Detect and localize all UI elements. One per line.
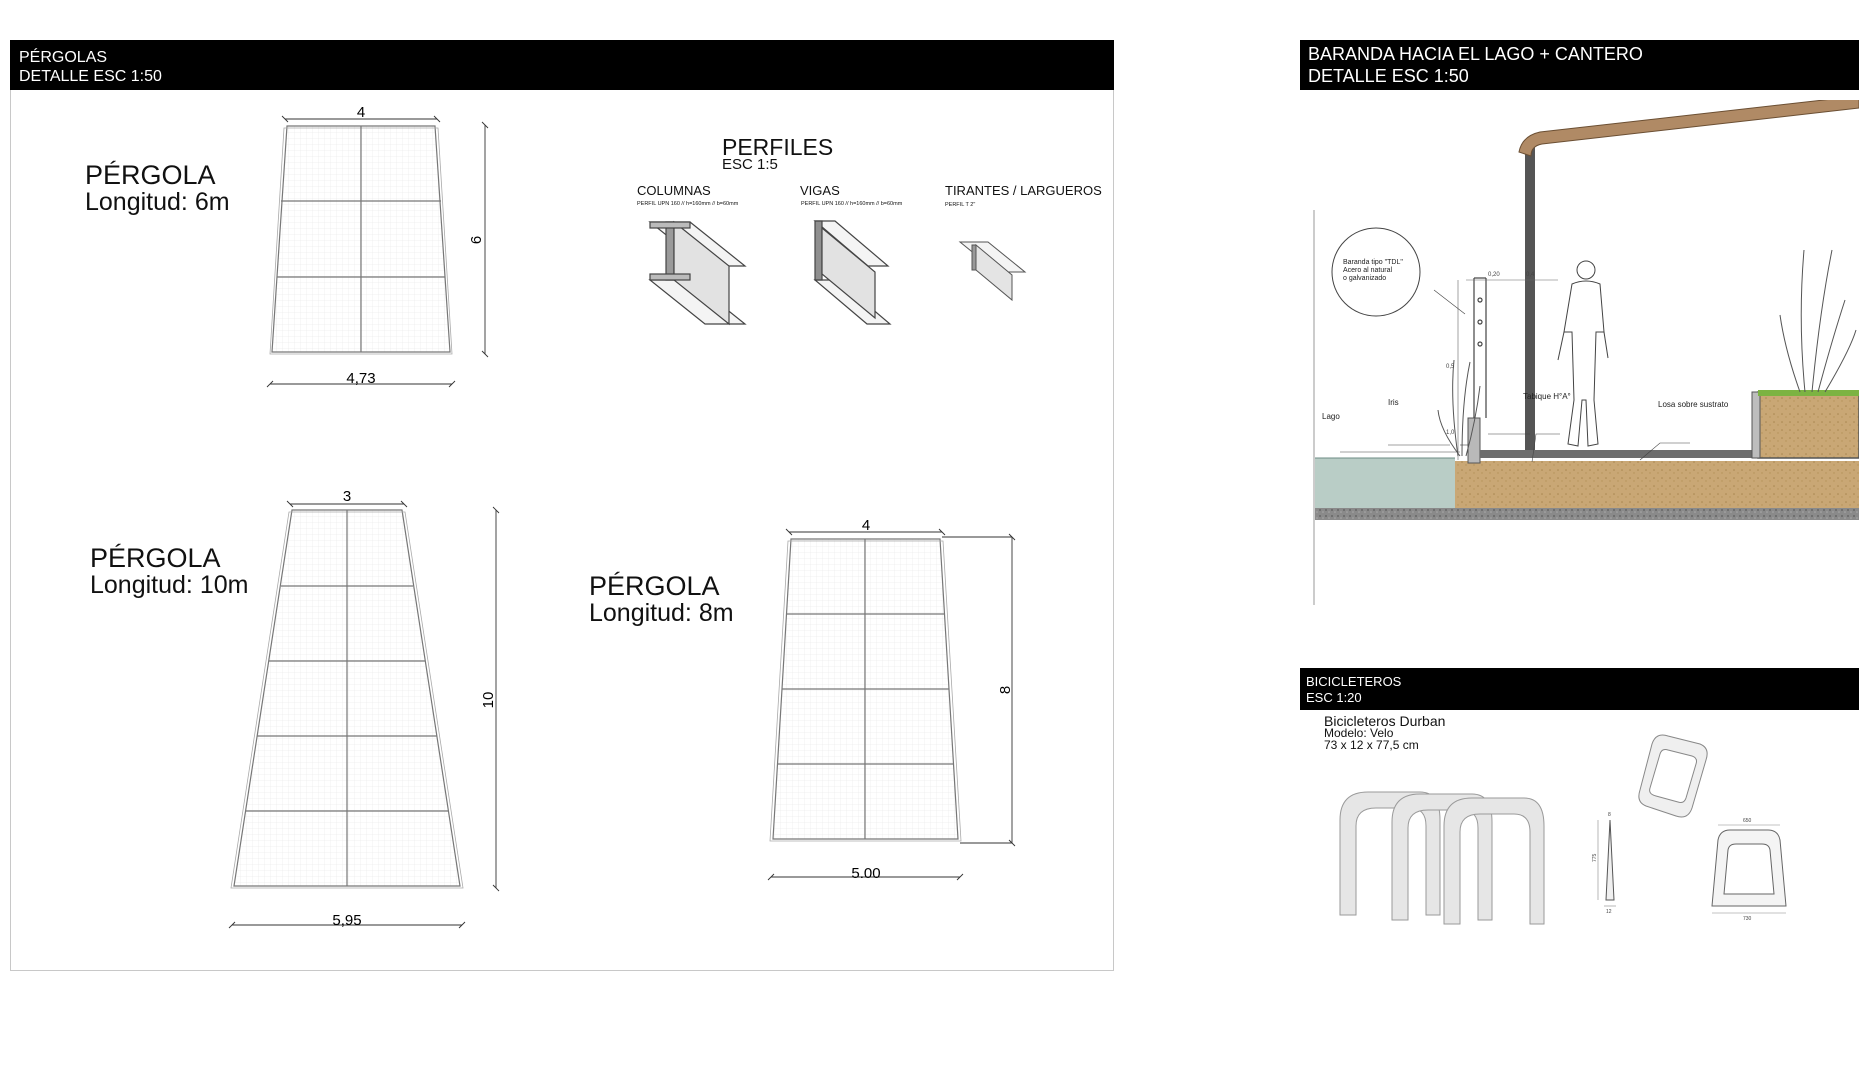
- bici-info-line3: 73 x 12 x 77,5 cm: [1324, 738, 1419, 752]
- label-lago: Lago: [1322, 412, 1340, 421]
- pergola-10m-plan: [229, 501, 499, 928]
- cantero-grass: [1758, 390, 1859, 396]
- sustrato-soil: [1455, 461, 1859, 508]
- lago-water: [1315, 458, 1455, 508]
- pergola-8m-subtitle: Longitud: 8m: [589, 599, 734, 627]
- perfiles-scale: ESC 1:5: [722, 156, 778, 173]
- label-tabique: Tabique H°A°: [1523, 392, 1571, 401]
- person-figure: [1558, 261, 1608, 446]
- bicicleteros-header: [1300, 668, 1859, 710]
- bicicleteros-drawing: [1300, 710, 1859, 960]
- bici-info-line1: Bicicleteros Durban: [1324, 713, 1446, 729]
- callout-line1: Baranda tipo "TDL": [1343, 259, 1403, 266]
- callout-line2: Acero al natural: [1343, 267, 1393, 274]
- pergola-6m-title: PÉRGOLA: [85, 160, 216, 190]
- pergola-10m-dim-side: 10: [480, 691, 497, 709]
- pergola-10m-dim-top: 3: [342, 488, 352, 505]
- pergola-8m-dim-top: 4: [861, 517, 871, 534]
- pergola-column: [1525, 144, 1535, 450]
- tirantes-label: TIRANTES / LARGUEROS: [945, 183, 1102, 198]
- tirantes-spec: PERFIL T 2": [945, 202, 976, 208]
- pergola-8m-dim-side: 8: [997, 685, 1014, 695]
- bike-rack-side-view: [1598, 820, 1616, 906]
- pergola-10m-title: PÉRGOLA: [90, 543, 221, 573]
- pergola-6m-dim-top: 4: [356, 104, 366, 121]
- bike-rack-render: [1340, 792, 1544, 924]
- bicicleteros-header-title: BICICLETEROS: [1306, 674, 1402, 689]
- vigas-label: VIGAS: [800, 183, 840, 198]
- dim-10: 1,0: [1446, 430, 1455, 436]
- baranda-header-scale: DETALLE ESC 1:50: [1308, 65, 1469, 86]
- callout-line3: o galvanizado: [1343, 275, 1387, 282]
- dim-020: 0,20: [1488, 272, 1500, 278]
- pergolas-header-title: PÉRGOLAS: [19, 49, 108, 66]
- pergola-6m-plan: [267, 116, 488, 387]
- bike-rack-front-view: [1712, 825, 1786, 913]
- bici-dim-width-bottom: 730: [1743, 916, 1752, 922]
- bici-dim-top: 8: [1608, 812, 1611, 818]
- bicicleteros-header-scale: ESC 1:20: [1306, 689, 1362, 705]
- bici-dim-base: 12: [1606, 909, 1612, 915]
- columnas-spec: PERFIL UPN 160 // h=160mm // b=60mm: [637, 201, 739, 207]
- baranda-header: [1300, 40, 1859, 90]
- pergola-roof: [1519, 100, 1859, 156]
- bici-info-line2: Modelo: Velo: [1324, 726, 1394, 740]
- pergola-8m-title: PÉRGOLA: [589, 571, 720, 601]
- bici-dim-height: 775: [1592, 853, 1598, 862]
- tirante-profile-icon: [960, 242, 1025, 300]
- pergolas-header-scale: DETALLE ESC 1:50: [19, 68, 162, 86]
- label-losa: Losa sobre sustrato: [1658, 400, 1729, 409]
- perfiles-title: PERFILES: [722, 134, 834, 160]
- baranda-header-title: BARANDA HACIA EL LAGO + CANTERO: [1308, 44, 1643, 64]
- bici-dim-width-top: 650: [1743, 818, 1752, 824]
- pergola-8m-plan: [768, 529, 1015, 880]
- pergola-6m-subtitle: Longitud: 6m: [85, 188, 230, 216]
- bike-rack-perspective: [1639, 735, 1707, 817]
- dim-05: 0,5: [1446, 364, 1455, 370]
- pergola-6m-dim-bottom: 4,73: [346, 370, 376, 387]
- pergola-10m-subtitle: Longitud: 10m: [90, 571, 249, 599]
- dim-04: 0,4: [1526, 272, 1535, 278]
- pergola-10m-dim-bottom: 5,95: [332, 912, 362, 929]
- baranda-section-drawing: [1300, 100, 1859, 620]
- columnas-label: COLUMNAS: [637, 183, 711, 198]
- pergola-6m-dim-side: 6: [468, 235, 485, 245]
- label-iris: Iris: [1388, 398, 1399, 407]
- columna-profile-icon: [650, 222, 745, 324]
- viga-profile-icon: [815, 221, 890, 324]
- vigas-spec: PERFIL UPN 160 // h=160mm // b=60mm: [801, 201, 903, 207]
- pergola-8m-dim-bottom: 5.00: [851, 865, 881, 882]
